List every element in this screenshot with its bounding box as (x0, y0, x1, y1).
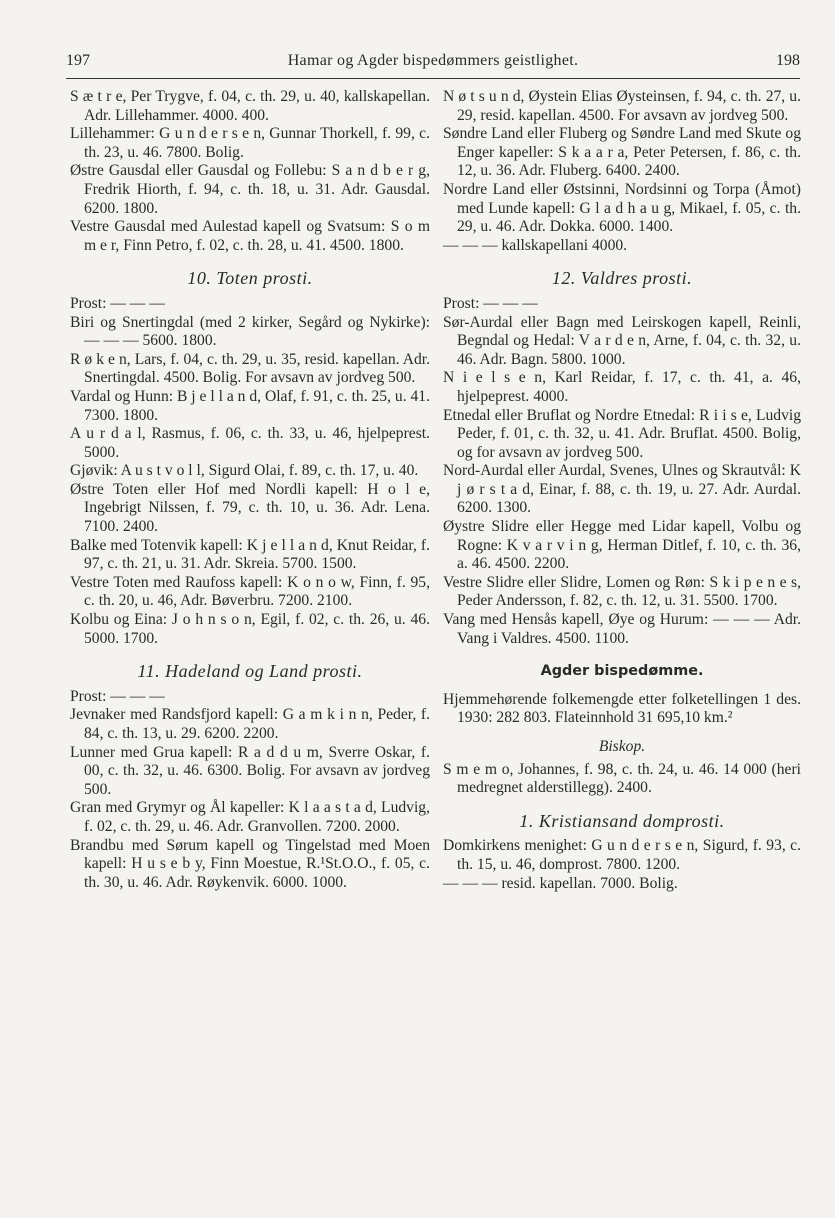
subsection-heading: Biskop. (598, 738, 646, 755)
page-number-right: 198 (776, 52, 800, 69)
clergy-sub-entry: A u r d a l, Rasmus, f. 06, c. th. 33, u. 46, hjelpeprest. 5000. (70, 425, 430, 461)
clergy-entry: Hjemmehørende folkemengde etter folketellingen 1 des. 1930: 282 803. Flateinnhold 31 695,10 km.² (443, 690, 801, 727)
clergy-entry: Prost: — — — (443, 294, 538, 312)
clergy-entry: Vestre Toten med Raufoss kapell: K o n o w, Finn, f. 95, c. th. 20, u. 46, Adr. Bøverbru. 7200. 2100. (70, 573, 430, 610)
clergy-entry: Østre Gausdal eller Gausdal og Follebu: S a n d b e r g, Fredrik Hiorth, f. 94, c. th. 18, u. 31. Adr. Gausdal. 6200. 1800. (70, 162, 430, 217)
clergy-entry: Balke med Totenvik kapell: K j e l l a n d, Knut Reidar, f. 97, c. th. 21, u. 31. Adr. Skreia. 5700. 1500. (70, 536, 430, 573)
clergy-entry: Østre Toten eller Hof med Nordli kapell: H o l e, Ingebrigt Nilssen, f. 79, c. th. 10, u. 36. Adr. Lena. 7100. 2400. (70, 480, 430, 536)
clergy-entry: Nord-Aurdal eller Aurdal, Svenes, Ulnes og Skrautvål: K j ø r s t a d, Einar, f. 88, c. th. 19, u. 27. Adr. Aurdal. 6200. 1300. (443, 462, 801, 517)
clergy-entry: Vestre Slidre eller Slidre, Lomen og Røn: S k i p e n e s, Peder Andersson, f. 82, c. th. 12, u. 31. 5500. 1700. (443, 573, 801, 610)
diocese-heading: Agder bispedømme. (540, 663, 704, 680)
clergy-entry: Øystre Slidre eller Hegge med Lidar kapell, Volbu og Rogne: K v a r v i n g, Herman Ditlef, f. 10, c. th. 36, a. 46. 4500. 2200. (443, 518, 801, 573)
clergy-entry: Gran med Grymyr og Ål kapeller: K l a a s t a d, Ludvig, f. 02, c. th. 29, u. 46. Adr. Granvollen. 7200. 2000. (70, 799, 430, 835)
deanery-heading: 12. Valdres prosti. (551, 268, 693, 289)
clergy-entry: Vang med Hensås kapell, Øye og Hurum: — — — Adr. Vang i Valdres. 4500. 1100. (443, 611, 801, 647)
clergy-entry: Jevnaker med Randsfjord kapell: G a m k i n n, Peder, f. 84, c. th. 13, u. 29. 6200. 2200. (70, 706, 430, 742)
clergy-entry: Nordre Land eller Østsinni, Nordsinni og Torpa (Åmot) med Lunde kapell: G l a d h a u g, Mikael, f. 05, c. th. 29, u. 46. Adr. Dokka. 6000. 1400. (443, 180, 801, 236)
clergy-entry: Lunner med Grua kapell: R a d d u m, Sverre Oskar, f. 00, c. th. 32, u. 46. 6300. Bolig. For avsavn av jordveg 500. (70, 743, 430, 798)
right-column (443, 88, 801, 893)
clergy-entry: Biri og Snertingdal (med 2 kirker, Segård og Nykirke): — — — 5600. 1800. (70, 313, 430, 350)
clergy-sub-entry: N i e l s e n, Karl Reidar, f. 17, c. th. 41, a. 46, hjelpeprest. 4000. (443, 369, 801, 405)
header-rule (66, 78, 800, 79)
clergy-entry: Søndre Land eller Fluberg og Søndre Land med Skute og Enger kapeller: S k a a r a, Peter Petersen, f. 86, c. th. 12, u. 36. Adr. Fluberg. 6400. 2400. (443, 125, 801, 180)
clergy-entry: Kolbu og Eina: J o h n s o n, Egil, f. 02, c. th. 26, u. 46. 5000. 1700. (70, 611, 430, 647)
clergy-entry: Sør-Aurdal eller Bagn med Leirskogen kapell, Reinli, Begndal og Hedal: V a r d e n, Arne, f. 04, c. th. 32, u. 46. Adr. Bagn. 5800. 1000. (443, 313, 801, 368)
clergy-sub-entry: — — — kallskapellani 4000. (443, 236, 628, 254)
clergy-entry: N ø t s u n d, Øystein Elias Øysteinsen, f. 94, c. th. 27, u. 29, resid. kapellan. 4500. For avsavn av jordveg 500. (443, 88, 801, 124)
clergy-sub-entry: — — — resid. kapellan. 7000. Bolig. (443, 874, 678, 892)
clergy-entry: S æ t r e, Per Trygve, f. 04, c. th. 29, u. 40, kallskapellan. Adr. Lillehammer. 4000. 400. (70, 88, 430, 124)
clergy-entry: Lillehammer: G u n d e r s e n, Gunnar Thorkell, f. 99, c. th. 23, u. 46. 7800. Bolig. (70, 125, 430, 161)
deanery-heading: 1. Kristiansand domprosti. (519, 810, 725, 831)
deanery-heading: 11. Hadeland og Land prosti. (137, 661, 363, 682)
left-column (70, 88, 430, 892)
clergy-entry: Gjøvik: A u s t v o l l, Sigurd Olai, f. 89, c. th. 17, u. 40. (70, 462, 419, 480)
clergy-entry: Vardal og Hunn: B j e l l a n d, Olaf, f. 91, c. th. 25, u. 41. 7300. 1800. (70, 387, 430, 424)
clergy-entry: Prost: — — — (70, 294, 165, 312)
deanery-heading: 10. Toten prosti. (187, 268, 313, 289)
clergy-entry: S m e m o, Johannes, f. 98, c. th. 24, u. 46. 14 000 (heri medregnet alderstillegg). 2400. (443, 760, 801, 797)
clergy-sub-entry: R ø k e n, Lars, f. 04, c. th. 29, u. 35, resid. kapellan. Adr. Snertingdal. 4500. Bolig. For avsavn av jordveg 500. (70, 350, 430, 387)
clergy-entry: Vestre Gausdal med Aulestad kapell og Svatsum: S o m m e r, Finn Petro, f. 02, c. th. 28, u. 41. 4500. 1800. (70, 218, 430, 254)
running-title: Hamar og Agder bispedømmers geistlighet. (287, 52, 579, 69)
clergy-entry: Etnedal eller Bruflat og Nordre Etnedal: R i i s e, Ludvig Peder, f. 01, c. th. 32, u. 41. Adr. Bruflat. 4500. Bolig, og for avsavn av jordveg 500. (443, 406, 801, 461)
clergy-entry: Brandbu med Sørum kapell og Tingelstad med Moen kapell: H u s e b y, Finn Moestue, R.¹St.O.O., f. 05, c. th. 30, u. 46. Adr. Røykenvik. 6000. 1000. (70, 836, 430, 891)
page-number-left: 197 (66, 52, 90, 69)
page-header (66, 52, 800, 76)
clergy-entry: Prost: — — — (70, 687, 165, 705)
clergy-entry: Domkirkens menighet: G u n d e r s e n, Sigurd, f. 93, c. th. 15, u. 46, domprost. 7800. 1200. (443, 837, 801, 873)
